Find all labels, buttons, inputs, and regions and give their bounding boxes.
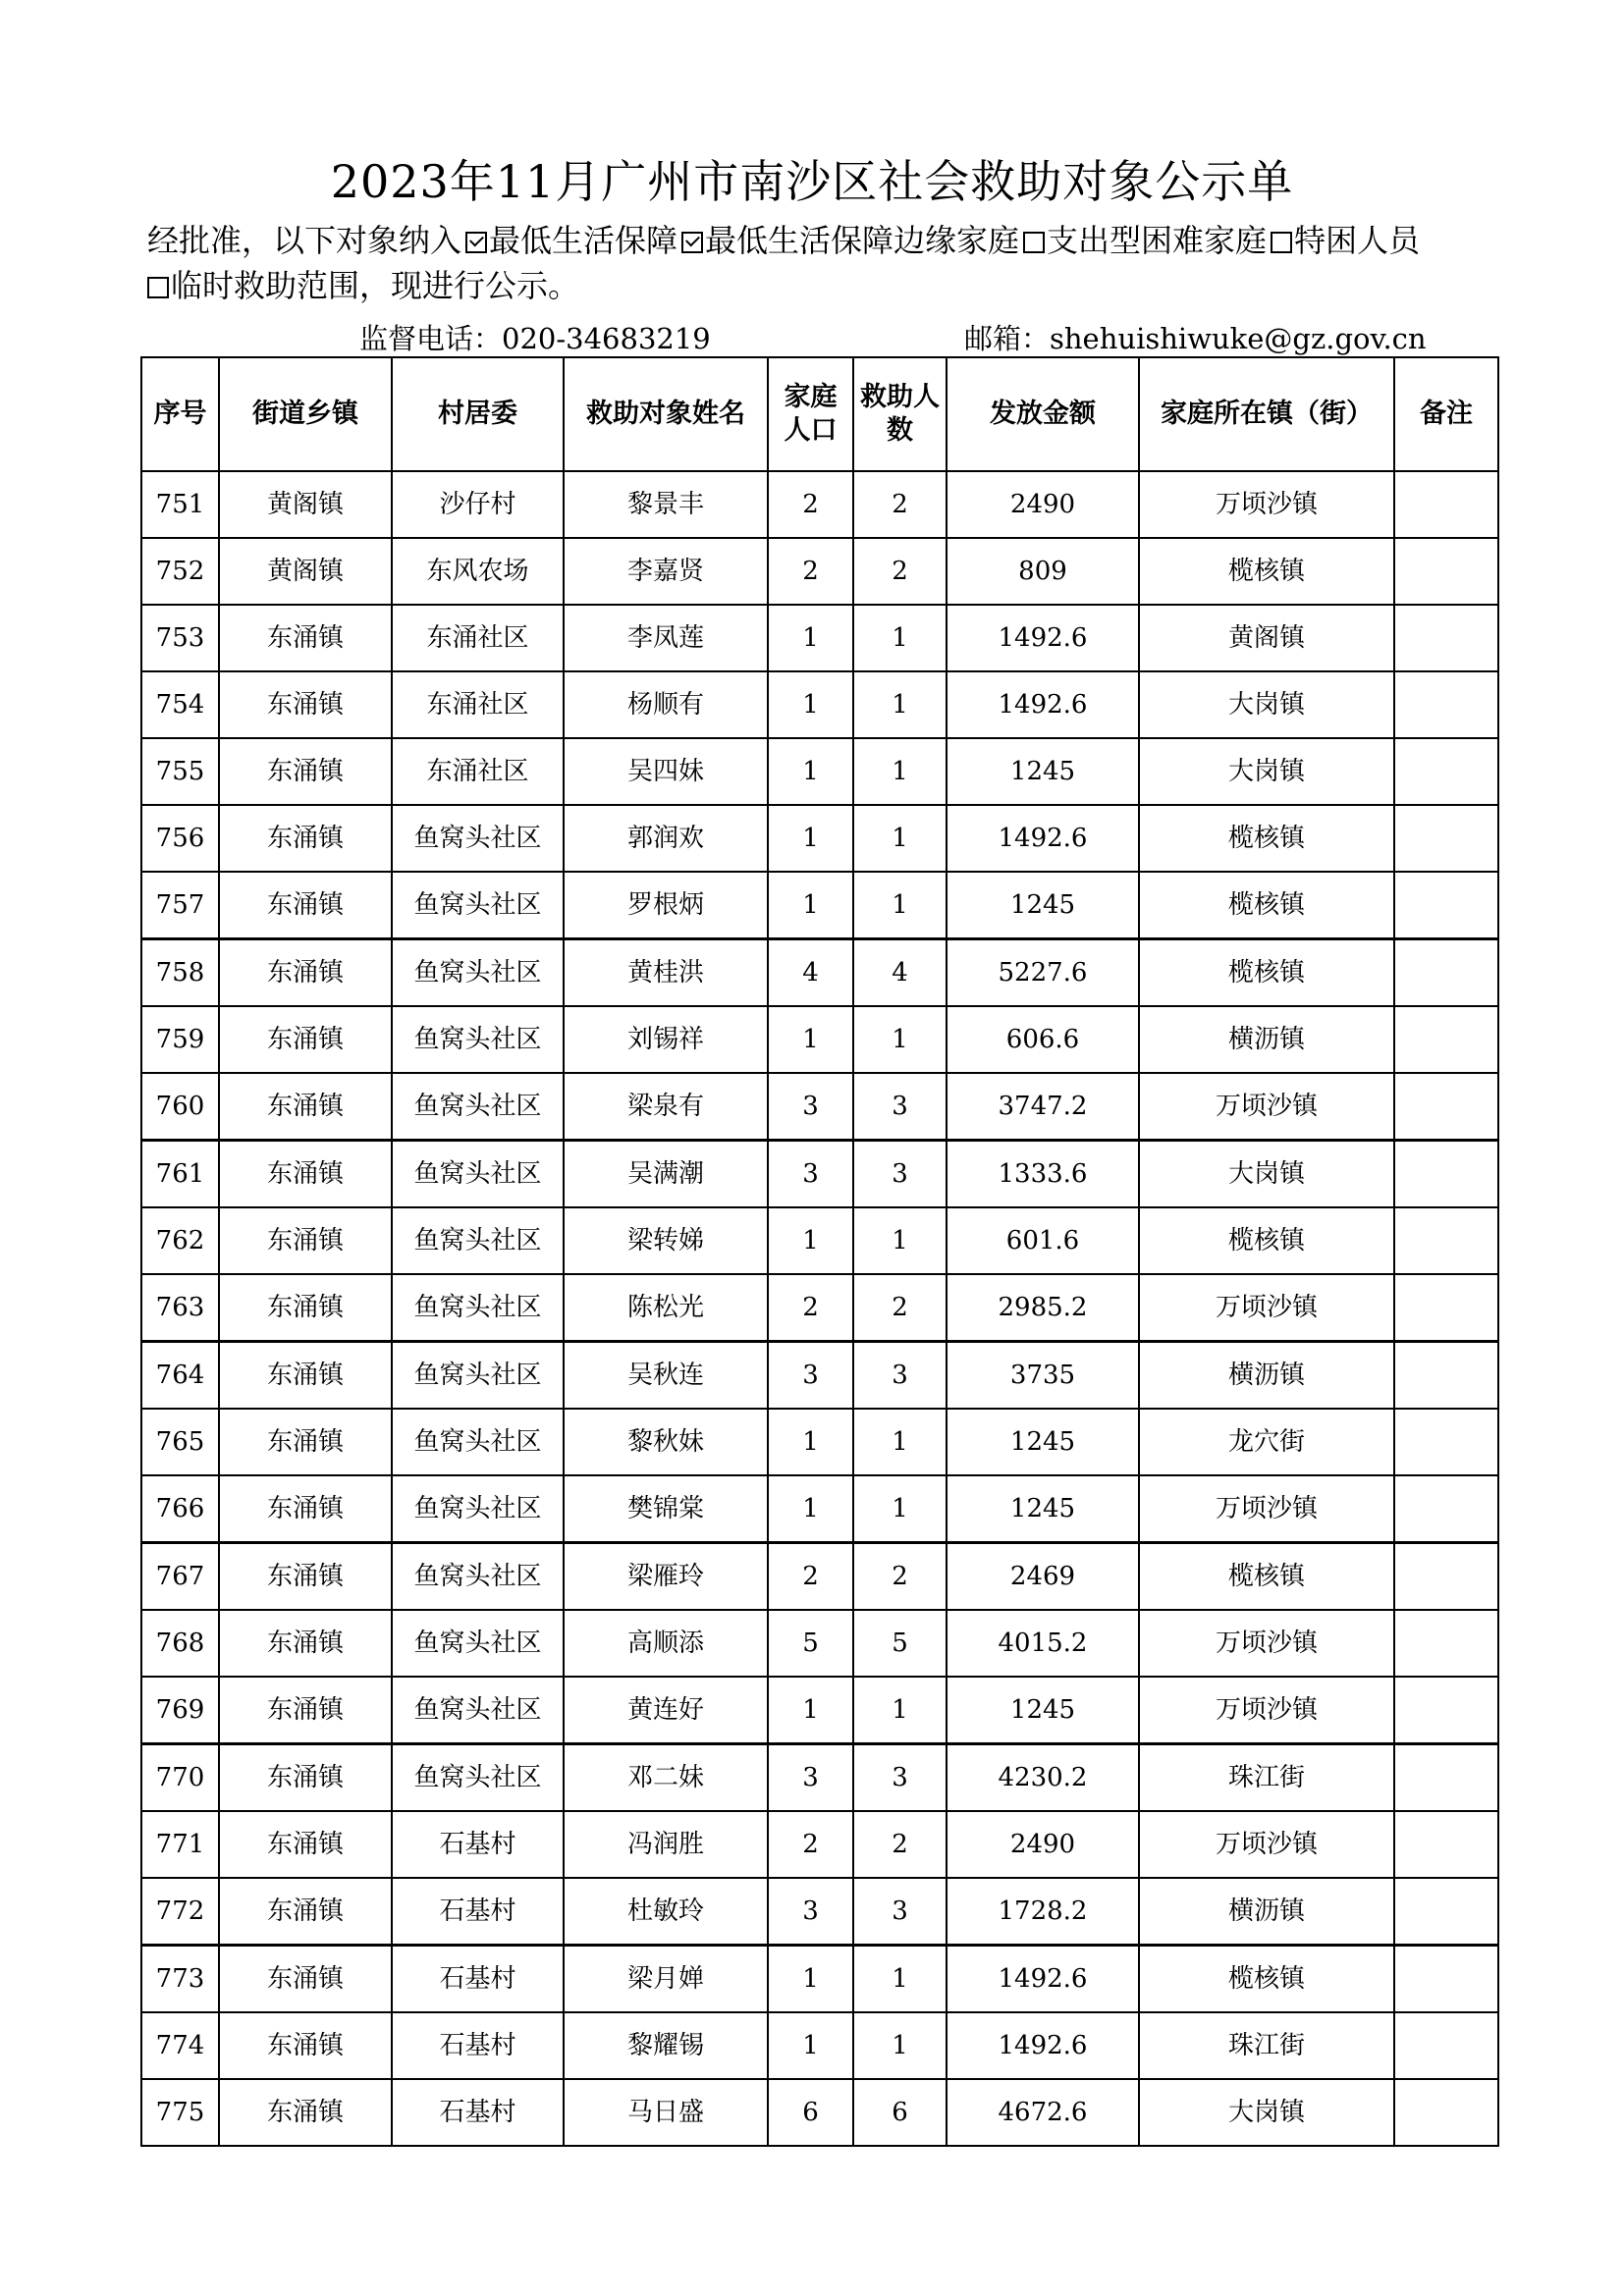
option-label: 临时救助范围，现进行公示。: [171, 267, 580, 304]
cell-residence-town: 龙穴街: [1139, 1409, 1394, 1475]
cell-village-committee: 东涌社区: [392, 605, 564, 671]
cell-amount: 2985.2: [947, 1274, 1139, 1342]
cell-amount: 1333.6: [947, 1141, 1139, 1208]
cell-household-size: 1: [768, 1677, 853, 1744]
cell-household-size: 3: [768, 1744, 853, 1812]
intro-line-1: [147, 218, 1522, 263]
cell-aid-count: 1: [853, 1207, 947, 1274]
cell-village-committee: 石基村: [392, 2012, 564, 2079]
table-header-row: [141, 357, 1498, 471]
cell-household-size: 1: [768, 1207, 853, 1274]
cell-residence-town: 珠江街: [1139, 1744, 1394, 1812]
cell-remarks: [1394, 1006, 1498, 1073]
cell-village-committee: 石基村: [392, 1878, 564, 1946]
table-row: [141, 1141, 1498, 1208]
table-row: [141, 1073, 1498, 1141]
cell-recipient-name: 吴满潮: [564, 1141, 768, 1208]
cell-recipient-name: 马日盛: [564, 2079, 768, 2146]
cell-aid-count: 3: [853, 1878, 947, 1946]
cell-aid-count: 3: [853, 1744, 947, 1812]
aid-recipients-table: [140, 356, 1499, 2147]
table-row: [141, 872, 1498, 939]
cell-street-town: 东涌镇: [219, 2012, 392, 2079]
cell-recipient-name: 梁月婵: [564, 1946, 768, 2013]
cell-street-town: 东涌镇: [219, 1878, 392, 1946]
cell-household-size: 2: [768, 471, 853, 538]
table-row: [141, 939, 1498, 1007]
cell-recipient-name: 黎景丰: [564, 471, 768, 538]
cell-village-committee: 鱼窝头社区: [392, 1274, 564, 1342]
cell-street-town: 东涌镇: [219, 1073, 392, 1141]
cell-remarks: [1394, 2012, 1498, 2079]
cell-household-size: 1: [768, 671, 853, 738]
intro-prefix: 经批准，以下对象纳入: [147, 222, 462, 259]
cell-aid-count: 1: [853, 605, 947, 671]
cell-recipient-name: 樊锦棠: [564, 1475, 768, 1543]
cell-remarks: [1394, 1274, 1498, 1342]
cell-remarks: [1394, 1073, 1498, 1141]
cell-amount: 1492.6: [947, 671, 1139, 738]
cell-remarks: [1394, 1610, 1498, 1677]
cell-street-town: 东涌镇: [219, 805, 392, 872]
cell-remarks: [1394, 738, 1498, 805]
cell-residence-town: 万顷沙镇: [1139, 1811, 1394, 1878]
cell-village-committee: 鱼窝头社区: [392, 1610, 564, 1677]
cell-amount: 1245: [947, 1409, 1139, 1475]
table-body: [141, 471, 1498, 2146]
table-row: [141, 2012, 1498, 2079]
cell-aid-count: 2: [853, 1543, 947, 1611]
cell-street-town: 东涌镇: [219, 1207, 392, 1274]
cell-amount: 4230.2: [947, 1744, 1139, 1812]
cell-amount: 3735: [947, 1342, 1139, 1410]
cell-village-committee: 鱼窝头社区: [392, 872, 564, 939]
cell-aid-count: 3: [853, 1342, 947, 1410]
cell-amount: 1492.6: [947, 1946, 1139, 2013]
cell-remarks: [1394, 538, 1498, 605]
cell-residence-town: 横沥镇: [1139, 1878, 1394, 1946]
cell-street-town: 东涌镇: [219, 1677, 392, 1744]
cell-village-committee: 鱼窝头社区: [392, 1677, 564, 1744]
cell-index: 758: [141, 939, 219, 1007]
table-row: [141, 1811, 1498, 1878]
cell-household-size: 1: [768, 872, 853, 939]
cell-aid-count: 1: [853, 1677, 947, 1744]
cell-amount: 1245: [947, 1475, 1139, 1543]
cell-index: 761: [141, 1141, 219, 1208]
cell-village-committee: 鱼窝头社区: [392, 1006, 564, 1073]
cell-index: 757: [141, 872, 219, 939]
cell-remarks: [1394, 1946, 1498, 2013]
header-household-size: 家庭人口: [768, 357, 853, 471]
option-label: 最低生活保障: [489, 222, 678, 259]
cell-household-size: 1: [768, 805, 853, 872]
checkbox-empty-icon: [147, 277, 169, 298]
cell-street-town: 东涌镇: [219, 671, 392, 738]
cell-aid-count: 1: [853, 1409, 947, 1475]
contact-email: 邮箱：shehuishiwuke@gz.gov.cn: [964, 322, 1427, 355]
option-label: 最低生活保障边缘家庭: [705, 222, 1020, 259]
cell-street-town: 东涌镇: [219, 738, 392, 805]
header-residence-town: 家庭所在镇（街）: [1139, 357, 1394, 471]
cell-household-size: 1: [768, 1946, 853, 2013]
cell-aid-count: 6: [853, 2079, 947, 2146]
cell-aid-count: 5: [853, 1610, 947, 1677]
table-row: [141, 1409, 1498, 1475]
cell-street-town: 东涌镇: [219, 1811, 392, 1878]
cell-village-committee: 鱼窝头社区: [392, 1141, 564, 1208]
cell-aid-count: 4: [853, 939, 947, 1007]
cell-recipient-name: 陈松光: [564, 1274, 768, 1342]
table-row: [141, 1274, 1498, 1342]
cell-recipient-name: 邓二妹: [564, 1744, 768, 1812]
cell-aid-count: 3: [853, 1073, 947, 1141]
cell-recipient-name: 黄连好: [564, 1677, 768, 1744]
intro-paragraph: [147, 218, 1522, 308]
table-row: [141, 1207, 1498, 1274]
cell-amount: 3747.2: [947, 1073, 1139, 1141]
table-row: [141, 538, 1498, 605]
cell-household-size: 1: [768, 738, 853, 805]
cell-recipient-name: 吴秋连: [564, 1342, 768, 1410]
cell-household-size: 2: [768, 538, 853, 605]
cell-residence-town: 万顷沙镇: [1139, 1274, 1394, 1342]
cell-residence-town: 大岗镇: [1139, 738, 1394, 805]
cell-residence-town: 榄核镇: [1139, 1207, 1394, 1274]
cell-village-committee: 鱼窝头社区: [392, 1207, 564, 1274]
cell-recipient-name: 黎耀锡: [564, 2012, 768, 2079]
cell-village-committee: 鱼窝头社区: [392, 1409, 564, 1475]
cell-index: 753: [141, 605, 219, 671]
checkbox-empty-icon: [1271, 232, 1292, 253]
cell-household-size: 2: [768, 1274, 853, 1342]
cell-remarks: [1394, 1475, 1498, 1543]
cell-street-town: 东涌镇: [219, 1475, 392, 1543]
table-row: [141, 1946, 1498, 2013]
cell-remarks: [1394, 1677, 1498, 1744]
cell-residence-town: 榄核镇: [1139, 939, 1394, 1007]
cell-amount: 1728.2: [947, 1878, 1139, 1946]
table-row: [141, 1342, 1498, 1410]
cell-village-committee: 鱼窝头社区: [392, 1475, 564, 1543]
cell-amount: 4672.6: [947, 2079, 1139, 2146]
cell-aid-count: 2: [853, 1274, 947, 1342]
table-row: [141, 605, 1498, 671]
cell-amount: 2490: [947, 471, 1139, 538]
cell-remarks: [1394, 1878, 1498, 1946]
cell-index: 765: [141, 1409, 219, 1475]
cell-amount: 4015.2: [947, 1610, 1139, 1677]
cell-aid-count: 1: [853, 1006, 947, 1073]
table-row: [141, 1006, 1498, 1073]
cell-residence-town: 榄核镇: [1139, 1543, 1394, 1611]
cell-street-town: 东涌镇: [219, 1141, 392, 1208]
cell-household-size: 1: [768, 1409, 853, 1475]
cell-street-town: 东涌镇: [219, 872, 392, 939]
cell-index: 774: [141, 2012, 219, 2079]
cell-amount: 5227.6: [947, 939, 1139, 1007]
cell-index: 769: [141, 1677, 219, 1744]
cell-remarks: [1394, 805, 1498, 872]
cell-household-size: 1: [768, 2012, 853, 2079]
cell-household-size: 1: [768, 1475, 853, 1543]
cell-index: 760: [141, 1073, 219, 1141]
cell-remarks: [1394, 671, 1498, 738]
cell-recipient-name: 罗根炳: [564, 872, 768, 939]
intro-line-2: [147, 263, 1522, 308]
cell-amount: 1245: [947, 872, 1139, 939]
cell-household-size: 6: [768, 2079, 853, 2146]
cell-street-town: 东涌镇: [219, 939, 392, 1007]
cell-index: 770: [141, 1744, 219, 1812]
page-title: 2023年11月广州市南沙区社会救助对象公示单: [330, 155, 1294, 208]
header-street-town: 街道乡镇: [219, 357, 392, 471]
table-row: [141, 805, 1498, 872]
cell-village-committee: 石基村: [392, 1811, 564, 1878]
cell-village-committee: 沙仔村: [392, 471, 564, 538]
cell-recipient-name: 李凤莲: [564, 605, 768, 671]
cell-residence-town: 榄核镇: [1139, 872, 1394, 939]
table-row: [141, 471, 1498, 538]
cell-index: 775: [141, 2079, 219, 2146]
cell-remarks: [1394, 471, 1498, 538]
cell-index: 768: [141, 1610, 219, 1677]
cell-aid-count: 3: [853, 1141, 947, 1208]
cell-recipient-name: 梁转娣: [564, 1207, 768, 1274]
cell-recipient-name: 黎秋妹: [564, 1409, 768, 1475]
cell-index: 763: [141, 1274, 219, 1342]
cell-household-size: 3: [768, 1342, 853, 1410]
header-remarks: 备注: [1394, 357, 1498, 471]
cell-residence-town: 黄阁镇: [1139, 605, 1394, 671]
cell-amount: 1245: [947, 738, 1139, 805]
checkbox-checked-icon: [465, 232, 487, 253]
table-row: [141, 1677, 1498, 1744]
option-label: 特困人员: [1294, 222, 1421, 259]
cell-residence-town: 横沥镇: [1139, 1006, 1394, 1073]
cell-residence-town: 万顷沙镇: [1139, 1610, 1394, 1677]
cell-village-committee: 东风农场: [392, 538, 564, 605]
cell-recipient-name: 梁雁玲: [564, 1543, 768, 1611]
cell-remarks: [1394, 1409, 1498, 1475]
cell-residence-town: 万顷沙镇: [1139, 1475, 1394, 1543]
cell-remarks: [1394, 605, 1498, 671]
cell-aid-count: 1: [853, 671, 947, 738]
cell-street-town: 东涌镇: [219, 1409, 392, 1475]
cell-recipient-name: 梁泉有: [564, 1073, 768, 1141]
cell-recipient-name: 杜敏玲: [564, 1878, 768, 1946]
cell-village-committee: 鱼窝头社区: [392, 939, 564, 1007]
cell-household-size: 3: [768, 1878, 853, 1946]
table-row: [141, 671, 1498, 738]
cell-residence-town: 榄核镇: [1139, 538, 1394, 605]
cell-household-size: 4: [768, 939, 853, 1007]
cell-index: 764: [141, 1342, 219, 1410]
cell-residence-town: 万顷沙镇: [1139, 471, 1394, 538]
cell-index: 754: [141, 671, 219, 738]
cell-village-committee: 东涌社区: [392, 671, 564, 738]
cell-recipient-name: 李嘉贤: [564, 538, 768, 605]
option-label: 支出型困难家庭: [1047, 222, 1268, 259]
cell-residence-town: 万顷沙镇: [1139, 1677, 1394, 1744]
cell-remarks: [1394, 1207, 1498, 1274]
table-row: [141, 1543, 1498, 1611]
cell-index: 773: [141, 1946, 219, 2013]
cell-street-town: 东涌镇: [219, 605, 392, 671]
cell-amount: 2469: [947, 1543, 1139, 1611]
cell-street-town: 黄阁镇: [219, 471, 392, 538]
cell-household-size: 2: [768, 1543, 853, 1611]
cell-village-committee: 鱼窝头社区: [392, 1073, 564, 1141]
cell-aid-count: 1: [853, 2012, 947, 2079]
cell-amount: 1492.6: [947, 2012, 1139, 2079]
cell-index: 759: [141, 1006, 219, 1073]
header-aid-count: 救助人数: [853, 357, 947, 471]
cell-household-size: 3: [768, 1073, 853, 1141]
cell-household-size: 2: [768, 1811, 853, 1878]
cell-aid-count: 2: [853, 471, 947, 538]
cell-recipient-name: 冯润胜: [564, 1811, 768, 1878]
cell-remarks: [1394, 1342, 1498, 1410]
cell-street-town: 黄阁镇: [219, 538, 392, 605]
cell-household-size: 3: [768, 1141, 853, 1208]
cell-street-town: 东涌镇: [219, 1342, 392, 1410]
cell-remarks: [1394, 1811, 1498, 1878]
table-row: [141, 1610, 1498, 1677]
supervision-phone: 监督电话：020-34683219: [359, 322, 711, 355]
cell-street-town: 东涌镇: [219, 1946, 392, 2013]
cell-index: 762: [141, 1207, 219, 1274]
cell-recipient-name: 高顺添: [564, 1610, 768, 1677]
cell-index: 751: [141, 471, 219, 538]
cell-index: 756: [141, 805, 219, 872]
cell-recipient-name: 吴四妹: [564, 738, 768, 805]
table-row: [141, 2079, 1498, 2146]
header-amount: 发放金额: [947, 357, 1139, 471]
header-village-committee: 村居委: [392, 357, 564, 471]
cell-amount: 1492.6: [947, 605, 1139, 671]
cell-recipient-name: 刘锡祥: [564, 1006, 768, 1073]
checkbox-checked-icon: [681, 232, 703, 253]
cell-index: 755: [141, 738, 219, 805]
table-row: [141, 1475, 1498, 1543]
cell-village-committee: 石基村: [392, 2079, 564, 2146]
cell-village-committee: 石基村: [392, 1946, 564, 2013]
cell-remarks: [1394, 2079, 1498, 2146]
cell-aid-count: 1: [853, 738, 947, 805]
cell-street-town: 东涌镇: [219, 1610, 392, 1677]
checkbox-empty-icon: [1023, 232, 1045, 253]
cell-remarks: [1394, 1543, 1498, 1611]
cell-amount: 1492.6: [947, 805, 1139, 872]
cell-village-committee: 鱼窝头社区: [392, 1342, 564, 1410]
cell-household-size: 1: [768, 1006, 853, 1073]
cell-index: 767: [141, 1543, 219, 1611]
cell-index: 772: [141, 1878, 219, 1946]
cell-remarks: [1394, 939, 1498, 1007]
cell-recipient-name: 杨顺有: [564, 671, 768, 738]
cell-aid-count: 1: [853, 872, 947, 939]
cell-residence-town: 横沥镇: [1139, 1342, 1394, 1410]
cell-amount: 809: [947, 538, 1139, 605]
header-recipient-name: 救助对象姓名: [564, 357, 768, 471]
cell-residence-town: 大岗镇: [1139, 671, 1394, 738]
header-index: 序号: [141, 357, 219, 471]
table-row: [141, 1744, 1498, 1812]
cell-aid-count: 1: [853, 1475, 947, 1543]
cell-remarks: [1394, 1141, 1498, 1208]
cell-residence-town: 榄核镇: [1139, 805, 1394, 872]
cell-residence-town: 榄核镇: [1139, 1946, 1394, 2013]
cell-village-committee: 鱼窝头社区: [392, 1744, 564, 1812]
cell-amount: 606.6: [947, 1006, 1139, 1073]
cell-aid-count: 1: [853, 805, 947, 872]
cell-residence-town: 珠江街: [1139, 2012, 1394, 2079]
table-row: [141, 738, 1498, 805]
cell-village-committee: 东涌社区: [392, 738, 564, 805]
cell-remarks: [1394, 872, 1498, 939]
cell-street-town: 东涌镇: [219, 1274, 392, 1342]
cell-street-town: 东涌镇: [219, 2079, 392, 2146]
cell-household-size: 5: [768, 1610, 853, 1677]
cell-village-committee: 鱼窝头社区: [392, 1543, 564, 1611]
cell-residence-town: 大岗镇: [1139, 2079, 1394, 2146]
cell-index: 771: [141, 1811, 219, 1878]
cell-village-committee: 鱼窝头社区: [392, 805, 564, 872]
cell-street-town: 东涌镇: [219, 1543, 392, 1611]
cell-aid-count: 2: [853, 538, 947, 605]
cell-index: 752: [141, 538, 219, 605]
cell-residence-town: 大岗镇: [1139, 1141, 1394, 1208]
cell-recipient-name: 郭润欢: [564, 805, 768, 872]
cell-residence-town: 万顷沙镇: [1139, 1073, 1394, 1141]
cell-amount: 601.6: [947, 1207, 1139, 1274]
cell-recipient-name: 黄桂洪: [564, 939, 768, 1007]
cell-index: 766: [141, 1475, 219, 1543]
cell-remarks: [1394, 1744, 1498, 1812]
cell-household-size: 1: [768, 605, 853, 671]
cell-amount: 1245: [947, 1677, 1139, 1744]
cell-aid-count: 2: [853, 1811, 947, 1878]
cell-street-town: 东涌镇: [219, 1006, 392, 1073]
table-row: [141, 1878, 1498, 1946]
cell-aid-count: 1: [853, 1946, 947, 2013]
cell-amount: 2490: [947, 1811, 1139, 1878]
cell-street-town: 东涌镇: [219, 1744, 392, 1812]
